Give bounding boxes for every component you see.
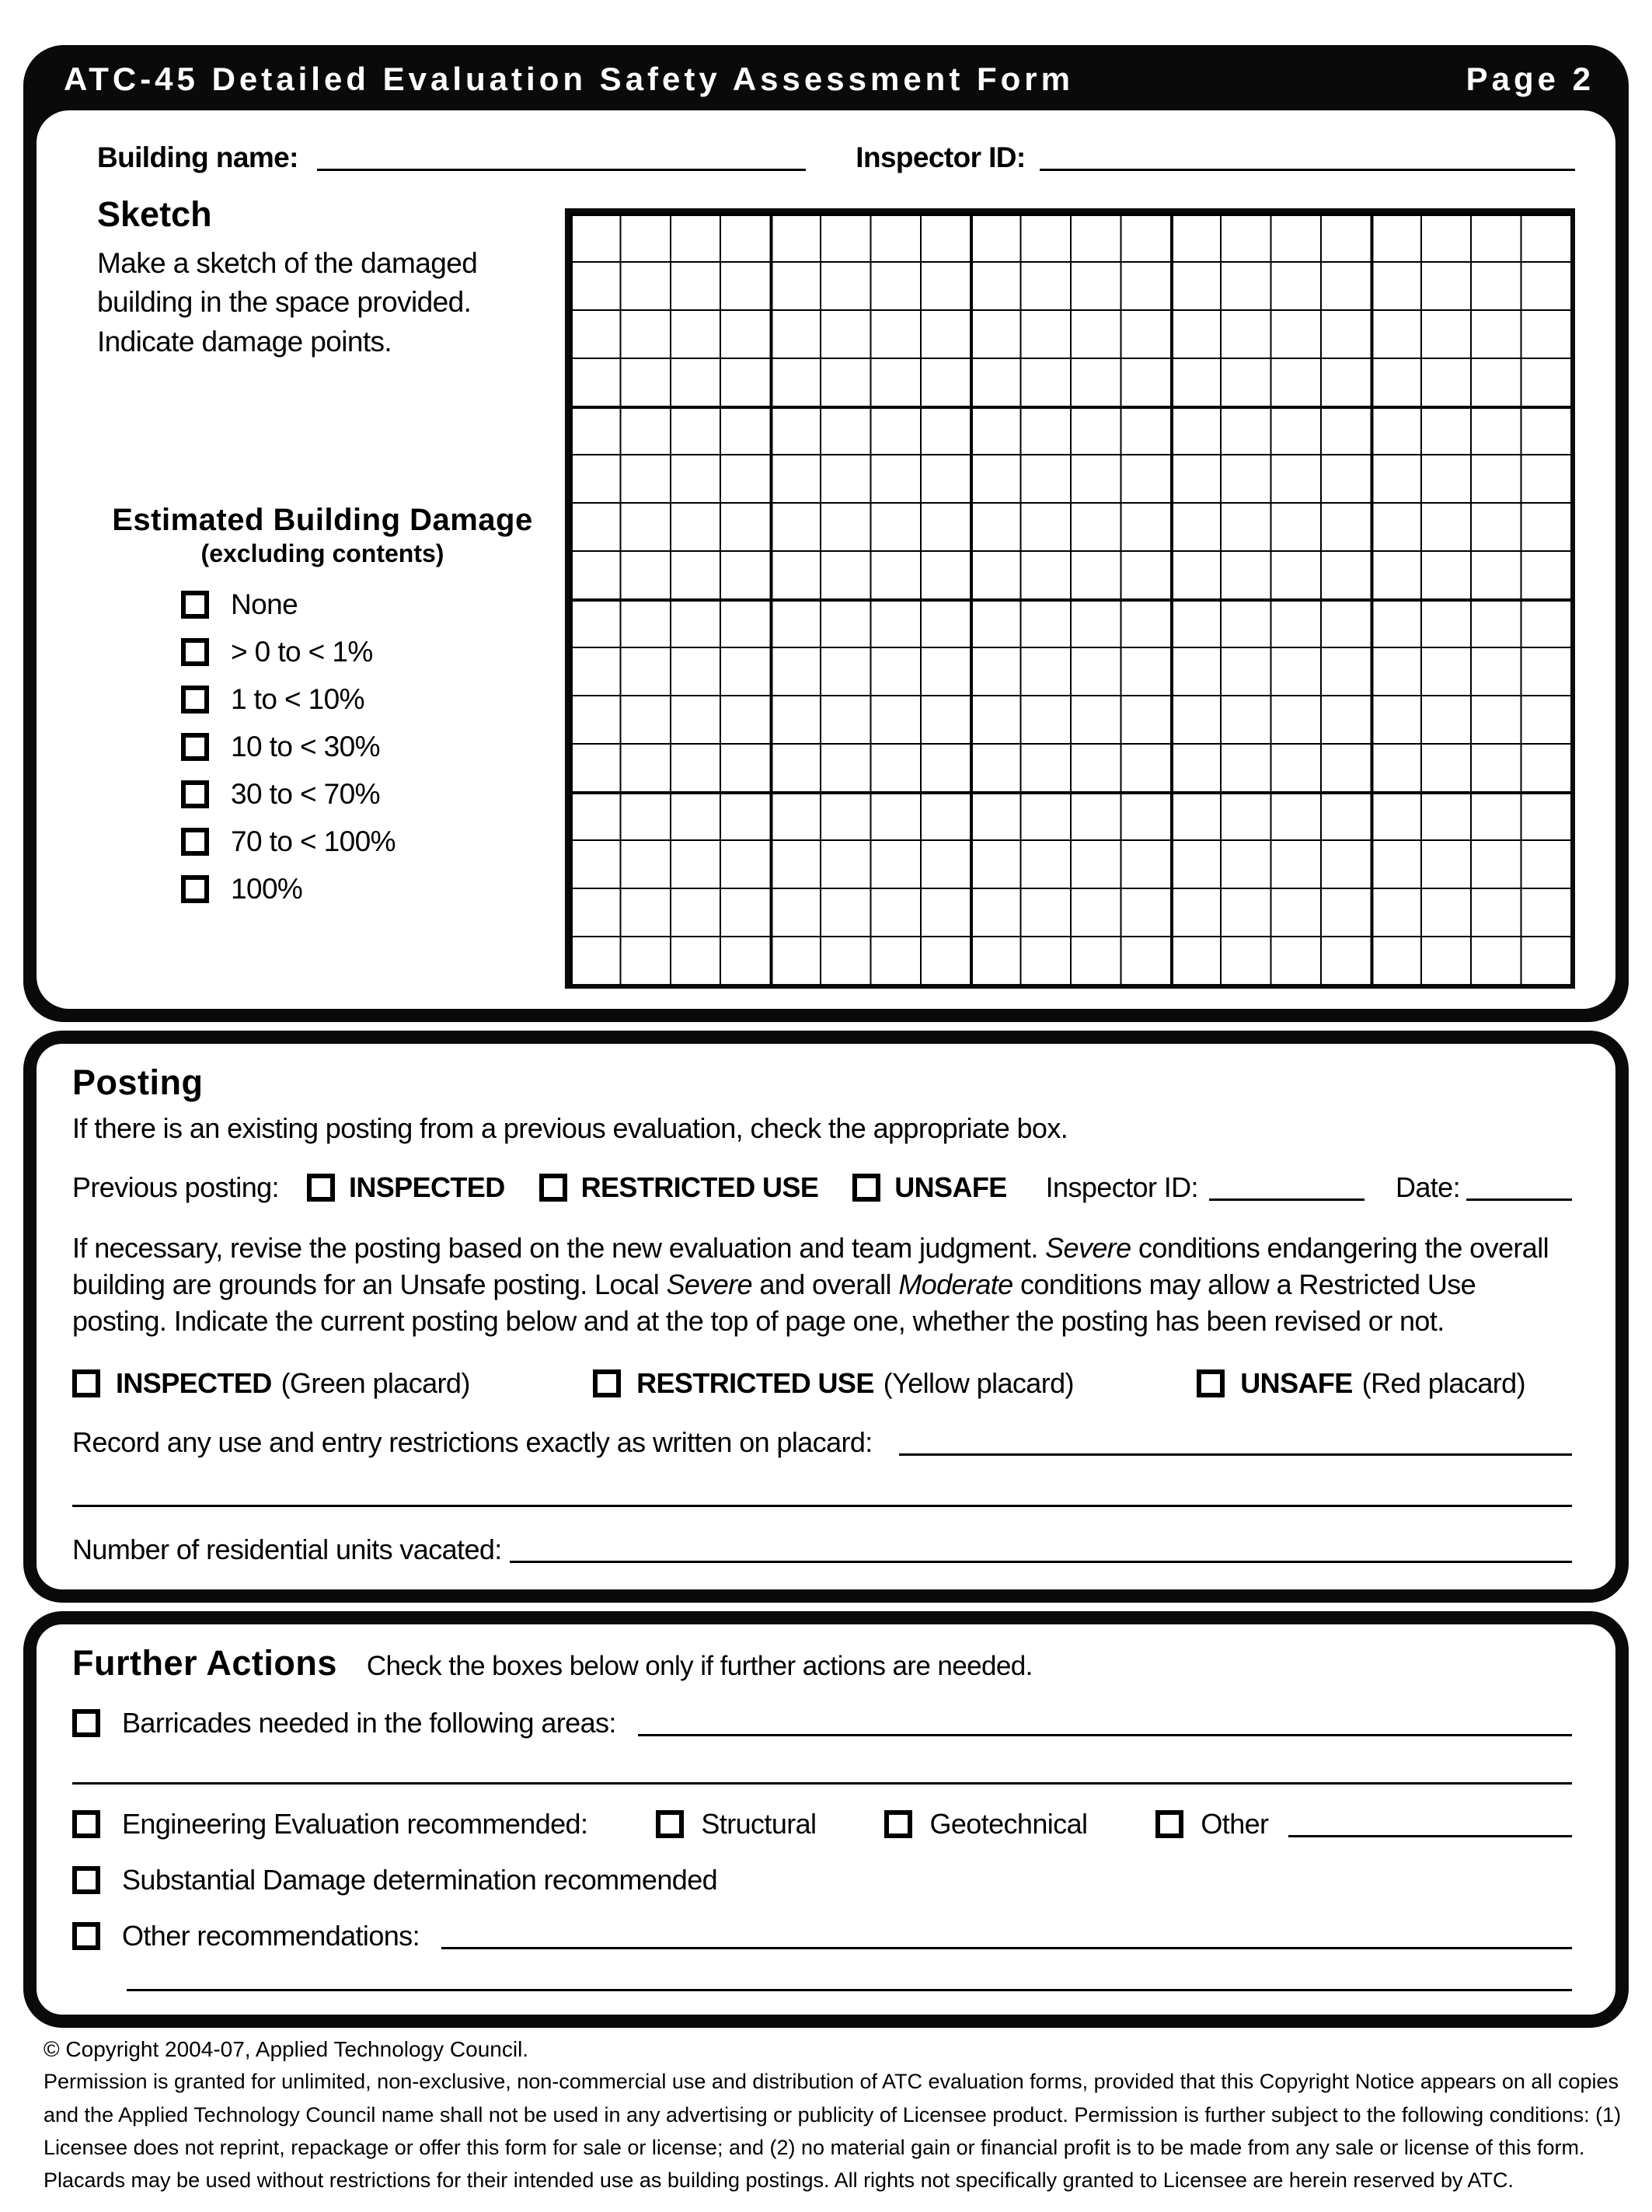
current-posting-row — [72, 1367, 1572, 1400]
green-placard-note: (Green placard) — [281, 1367, 470, 1400]
revise-text: and overall — [751, 1268, 899, 1300]
top-panel — [37, 110, 1615, 1009]
structural-label: Structural — [701, 1808, 817, 1840]
red-placard-note: (Red placard) — [1361, 1367, 1525, 1400]
other-recommendations-row — [72, 1920, 1572, 1952]
other-recommendations-field[interactable] — [441, 1947, 1572, 1949]
previous-restricted-label: RESTRICTED USE — [580, 1171, 819, 1203]
units-vacated-row — [72, 1533, 1572, 1566]
revise-paragraph — [72, 1230, 1572, 1339]
checkbox-previous-inspected[interactable] — [307, 1174, 335, 1202]
previous-unsafe-option — [852, 1171, 1006, 1204]
damage-option-label: None — [231, 588, 298, 620]
sketch-instruction-line: Indicate damage points. — [97, 325, 392, 358]
damage-option-label: 30 to < 70% — [231, 777, 380, 810]
damage-option-row — [181, 778, 548, 811]
geotechnical-option — [884, 1808, 1087, 1840]
checkbox-substantial-damage[interactable] — [72, 1866, 100, 1894]
checkbox-previous-restricted-use[interactable] — [539, 1174, 567, 1202]
page-number: Page 2 — [1466, 61, 1594, 97]
checkbox-damage-0-1[interactable] — [181, 638, 209, 666]
checkbox-current-restricted-use[interactable] — [593, 1369, 621, 1397]
current-restricted-label: RESTRICTED USE — [636, 1367, 874, 1400]
record-restrictions-row — [72, 1426, 1572, 1459]
sketch-area-row — [97, 194, 1575, 989]
revise-moderate-italic: Moderate — [898, 1268, 1013, 1300]
copyright-line: © Copyright 2004-07, Applied Technology Council. — [44, 2037, 529, 2062]
posting-section — [23, 1031, 1629, 1603]
checkbox-damage-10-30[interactable] — [181, 733, 209, 761]
damage-option-label: > 0 to < 1% — [231, 635, 373, 668]
sketch-left-column — [97, 194, 563, 920]
checkbox-damage-1-10[interactable] — [181, 686, 209, 713]
identity-row — [97, 141, 1575, 174]
previous-date-label: Date: — [1395, 1171, 1460, 1203]
other-evaluation-label: Other — [1201, 1808, 1269, 1840]
checkbox-current-unsafe[interactable] — [1197, 1369, 1225, 1397]
building-name-label: Building name: — [97, 141, 298, 173]
substantial-damage-row — [72, 1864, 1572, 1896]
revise-text: If necessary, revise the posting based on the new evaluation and team judgment. — [72, 1232, 1046, 1264]
previous-inspector-id-field[interactable] — [1209, 1198, 1364, 1201]
checkbox-other-recommendations[interactable] — [72, 1922, 100, 1950]
barricades-label: Barricades needed in the following areas: — [122, 1707, 616, 1739]
current-unsafe-option — [1197, 1367, 1525, 1400]
current-restricted-option — [593, 1367, 1074, 1400]
current-inspected-label: INSPECTED — [116, 1367, 272, 1400]
record-restrictions-field[interactable] — [899, 1453, 1572, 1456]
further-actions-note: Check the boxes below only if further actions are needed. — [366, 1651, 1033, 1682]
damage-heading: Estimated Building Damage — [112, 502, 533, 537]
checkbox-previous-unsafe[interactable] — [852, 1174, 880, 1202]
further-actions-section — [23, 1611, 1629, 2028]
checkbox-damage-none[interactable] — [181, 591, 209, 619]
further-actions-header — [72, 1643, 1572, 1683]
checkbox-engineering-evaluation[interactable] — [72, 1810, 100, 1838]
previous-posting-row — [72, 1171, 1572, 1204]
previous-restricted-option — [539, 1171, 819, 1204]
engineering-evaluation-row — [72, 1808, 1572, 1840]
damage-subheading: (excluding contents) — [200, 539, 444, 567]
checkbox-barricades[interactable] — [72, 1709, 100, 1737]
checkbox-structural[interactable] — [656, 1810, 684, 1838]
permission-paragraph: Permission is granted for unlimited, non-exclusive, non-commercial use and distribution of ATC evaluation forms, provided that this Copyright Notice appears on all copies and the Applied Technology Council name shall not be used in any advertising or publicity of Licensee product. Permission is further subject to the following conditions: (1) Licensee does not reprint, repackage or offer this form for sale or license; and (2) no material gain or financial profit is to be made from any sale or license of this form. Placards may be used without restrictions for their intended use as building postings. All rights not specifically granted to Licensee are herein reserved by ATC. — [44, 2070, 1622, 2192]
building-name-field[interactable] — [317, 169, 806, 171]
damage-option-row — [181, 588, 548, 621]
sketch-grid[interactable] — [565, 208, 1575, 989]
posting-heading: Posting — [72, 1062, 204, 1102]
revise-text: conditions endangering the overall building are grounds for an Unsafe posting. Local — [72, 1232, 1549, 1300]
other-recommendations-label: Other recommendations: — [122, 1920, 420, 1952]
sketch-heading: Sketch — [97, 194, 212, 234]
units-vacated-field[interactable] — [510, 1561, 1572, 1563]
substantial-damage-label: Substantial Damage determination recommended — [122, 1864, 718, 1896]
yellow-placard-note: (Yellow placard) — [883, 1367, 1074, 1400]
copyright-footer — [23, 2037, 1629, 2196]
record-restrictions-continuation-line[interactable] — [72, 1459, 1572, 1507]
units-vacated-label: Number of residential units vacated: — [72, 1533, 502, 1566]
top-section — [23, 45, 1629, 1022]
inspector-id-label: Inspector ID: — [856, 141, 1026, 173]
previous-inspector-id-label: Inspector ID: — [1045, 1171, 1198, 1203]
previous-posting-label: Previous posting: — [72, 1171, 279, 1203]
damage-option-row — [181, 825, 548, 858]
page-header — [23, 45, 1629, 110]
barricades-row — [72, 1707, 1572, 1739]
revise-severe-italic: Severe — [666, 1268, 752, 1300]
damage-option-row — [181, 636, 548, 668]
sketch-instruction-line: Make a sketch of the damaged — [97, 247, 478, 279]
previous-inspected-label: INSPECTED — [348, 1171, 505, 1203]
sketch-instruction-line: building in the space provided. — [97, 286, 472, 319]
current-inspected-option — [72, 1367, 470, 1400]
checkbox-damage-30-70[interactable] — [181, 780, 209, 808]
checkbox-geotechnical[interactable] — [884, 1810, 912, 1838]
previous-inspected-option — [307, 1171, 505, 1204]
estimated-damage-block — [97, 503, 548, 905]
damage-option-label: 100% — [231, 872, 303, 905]
revise-text: conditions may allow a Restricted Use posting. Indicate the current posting below and at the top of page one, whether the posting has been revised or not. — [72, 1268, 1476, 1337]
previous-date-field[interactable] — [1466, 1198, 1572, 1201]
barricades-continuation-line[interactable] — [72, 1739, 1572, 1785]
damage-option-row — [181, 873, 548, 905]
sketch-instructions — [97, 244, 563, 361]
damage-option-label: 10 to < 30% — [231, 730, 380, 762]
damage-option-label: 1 to < 10% — [231, 682, 364, 715]
previous-unsafe-label: UNSAFE — [894, 1171, 1007, 1203]
engineering-evaluation-label: Engineering Evaluation recommended: — [122, 1808, 588, 1840]
further-actions-heading: Further Actions — [72, 1643, 337, 1683]
checkbox-current-inspected[interactable] — [72, 1369, 100, 1397]
checkbox-damage-100[interactable] — [181, 875, 209, 903]
posting-intro: If there is an existing posting from a previous evaluation, check the appropriate box. — [72, 1112, 1068, 1144]
other-recommendations-continuation-line[interactable] — [127, 1952, 1572, 1991]
inspector-id-field[interactable] — [1040, 169, 1575, 171]
damage-option-row — [181, 731, 548, 763]
sketch-grid-column — [563, 194, 1575, 989]
damage-option-label: 70 to < 100% — [231, 825, 396, 857]
record-restrictions-label: Record any use and entry restrictions exactly as written on placard: — [72, 1426, 873, 1459]
damage-options-list — [181, 588, 548, 905]
other-evaluation-field[interactable] — [1288, 1835, 1572, 1837]
other-evaluation-option — [1155, 1808, 1268, 1840]
structural-option — [656, 1808, 816, 1840]
geotechnical-label: Geotechnical — [929, 1808, 1088, 1840]
barricades-areas-field[interactable] — [638, 1734, 1572, 1736]
damage-option-row — [181, 683, 548, 716]
current-unsafe-label: UNSAFE — [1240, 1367, 1353, 1400]
revise-severe-italic: Severe — [1045, 1232, 1131, 1264]
form-title: ATC-45 Detailed Evaluation Safety Assessment Form — [64, 61, 1074, 97]
checkbox-other-evaluation[interactable] — [1155, 1810, 1183, 1838]
checkbox-damage-70-100[interactable] — [181, 828, 209, 856]
